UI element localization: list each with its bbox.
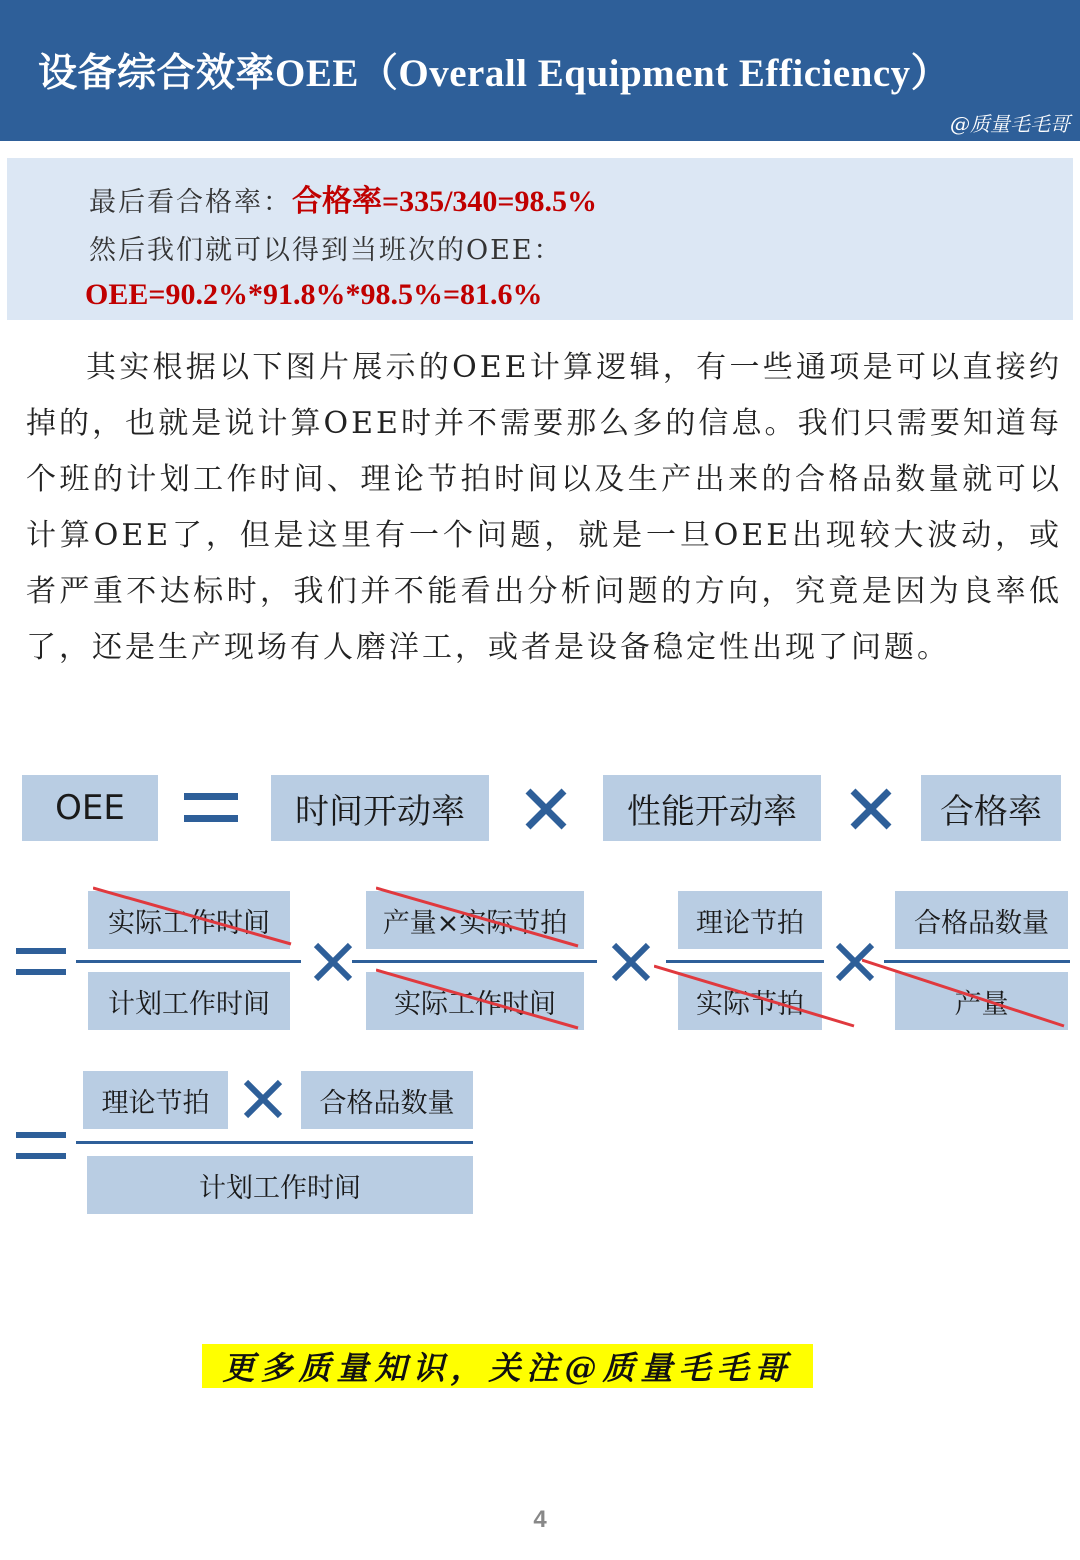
- f3-denominator: 实际节拍: [678, 972, 822, 1030]
- equals-icon: [16, 1132, 66, 1160]
- multiply-icon: [849, 787, 893, 831]
- fraction-bar: [76, 1141, 473, 1144]
- box-performance: 性能开动率: [603, 775, 821, 841]
- cancel-strike: [376, 968, 581, 1032]
- cancel-strike: [93, 886, 293, 950]
- box-oee: OEE: [22, 775, 158, 841]
- result-numerator-b: 合格品数量: [301, 1071, 473, 1129]
- summary-line-1-prefix: 最后看合格率：: [89, 187, 292, 218]
- summary-line-1: [89, 176, 597, 220]
- page-number: 4: [533, 1506, 547, 1533]
- equals-icon: [16, 948, 66, 976]
- summary-box: [7, 158, 1073, 320]
- multiply-icon: [524, 787, 568, 831]
- f1-numerator: 实际工作时间: [88, 891, 290, 949]
- follow-banner: 更多质量知识，关注@质量毛毛哥: [202, 1344, 813, 1388]
- cancel-strike: [862, 958, 1068, 1030]
- f4-denominator: 产量: [895, 972, 1068, 1030]
- box-quality: 合格率: [921, 775, 1061, 841]
- result-denominator: 计划工作时间: [87, 1156, 473, 1214]
- yield-formula: 合格率=335/340=98.5%: [292, 185, 598, 218]
- f2-denominator: 实际工作时间: [366, 972, 584, 1030]
- cancel-strike: [376, 886, 581, 950]
- cancel-strike: [654, 964, 856, 1030]
- fraction-bar: [352, 960, 597, 963]
- f1-denominator: 计划工作时间: [88, 972, 290, 1030]
- page-title: 设备综合效率OEE（Overall Equipment Efficiency）: [38, 52, 951, 95]
- equals-icon: [184, 793, 238, 823]
- multiply-icon: [312, 941, 354, 983]
- f2-numerator: 产量×实际节拍: [366, 891, 584, 949]
- oee-result-formula: OEE=90.2%*91.8%*98.5%=81.6%: [85, 278, 543, 311]
- f3-numerator: 理论节拍: [678, 891, 822, 949]
- fraction-bar: [76, 960, 301, 963]
- multiply-icon: [242, 1078, 284, 1120]
- body-paragraph: 其实根据以下图片展示的OEE计算逻辑，有一些通项是可以直接约掉的，也就是说计算OEE时并不需要那么多的信息。我们只需要知道每个班的计划工作时间、理论节拍时间以及生产出来的合格品数量就可以计算OEE了，但是这里有一个问题，就是一旦OEE出现较大波动，或者严重不达标时，我们并不能看出分析问题的方向，究竟是因为良率低了，还是生产现场有人磨洋工，或者是设备稳定性出现了问题。: [26, 350, 1062, 665]
- fraction-bar: [666, 960, 824, 963]
- result-numerator-a: 理论节拍: [83, 1071, 228, 1129]
- box-availability: 时间开动率: [271, 775, 489, 841]
- multiply-icon: [610, 941, 652, 983]
- summary-line-2: 然后我们就可以得到当班次的OEE：: [89, 235, 563, 266]
- author-handle: @质量毛毛哥: [950, 112, 1070, 136]
- f4-numerator: 合格品数量: [895, 891, 1068, 949]
